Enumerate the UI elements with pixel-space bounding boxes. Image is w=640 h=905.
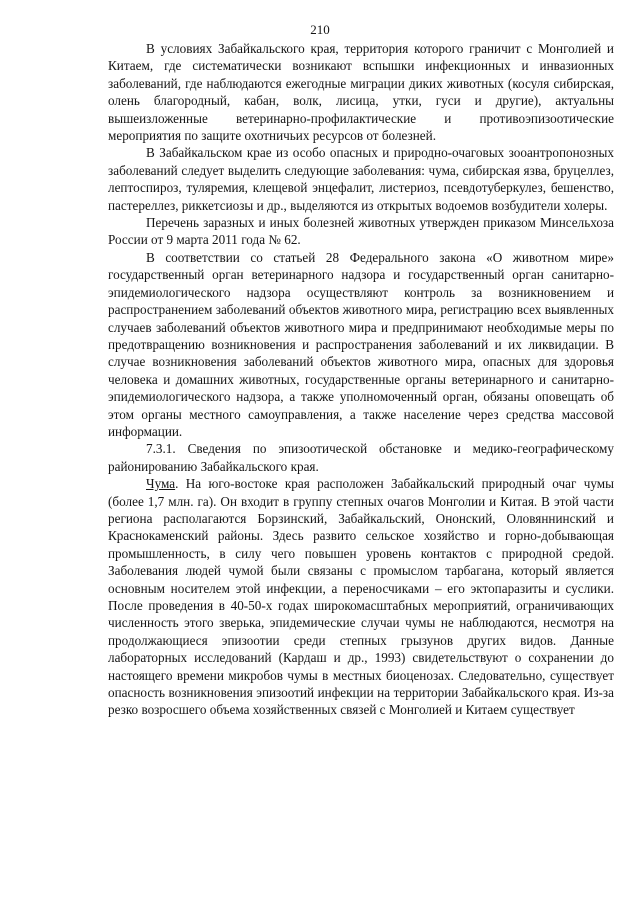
plague-term: Чума (146, 476, 176, 492)
paragraph-zabaikalsky-conditions: В условиях Забайкальского края, территория которого граничит с Монголией и Китаем, где систематически возникают вспышки инфекционных и инвазионных заболеваний, где наблюдаются ежегодные миграции диких животных (косуля сибирская, олень благородный, кабан, волк, лисица, утки, гуси и другие), актуальны вышеизложенные ветеринарно-профилактические и противоэпизоотические мероприятия по защите охотничьих ресурсов от болезней. (108, 41, 614, 144)
paragraph-plague (108, 475, 614, 719)
section-heading-7-3-1: 7.3.1. Сведения по эпизоотической обстановке и медико-географическому районированию Забайкальского края. (108, 441, 614, 474)
page-number: 210 (310, 22, 330, 37)
plague-text: . На юго-востоке края расположен Забайкальский природный очаг чумы (более 1,7 млн. га). Он входит в группу степных очагов Монголии и Китая. В этой части региона располагаются Борзинский, Забайкальский, Ононский, Оловяннинский и Краснокаменский районы. Здесь развито сельское хозяйство и горно-добывающая промышленность, в силу чего повышен уровень контактов с природной средой. Заболевания людей чумой были связаны с промыслом тарбагана, который является основным носителем этой инфекции, а переносчиками – его эктопаразиты и суслики. После проведения в 40-50-х годах широкомасштабных мероприятий, ограничивающих численность этого зверька, эпидемические случаи чумы не наблюдаются, несмотря на продолжающиеся эпизоотии среди степных грызунов других видов. Данные лабораторных исследований (Кардаш и др., 1993) свидетельствуют о сохранении до настоящего времени микробов чумы в местных биоценозах. Следовательно, существует опасность возникновения эпизоотий инфекции на территории Забайкальского края. Из-за резко возросшего объема хозяйственных связей с Монголией и Китаем существует (108, 476, 614, 718)
body-text (108, 40, 614, 719)
paragraph-dangerous-diseases: В Забайкальском крае из особо опасных и природно-очаговых зооантропонозных заболеваний следует выделить следующие заболевания: чума, сибирская язва, бруцеллез, лептоспироз, туляремия, клещевой энцефалит, листериоз, псевдотуберкулез, бешенство, пастереллез, риккетсиозы и др., выделяются из открытых водоемов возбудители холеры. (108, 145, 614, 213)
paragraph-disease-list-order: Перечень заразных и иных болезней животных утвержден приказом Минсельхоза России от 9 марта 2011 года № 62. (108, 215, 614, 248)
paragraph-federal-law: В соответствии со статьей 28 Федерального закона «О животном мире» государственный орган ветеринарного надзора и государственный орган санитарно-эпидемиологического надзора осуществляют контроль за возникновением и распространением заболеваний объектов животного мира, регистрацию всех выявленных случаев заболеваний объектов животного мира и предпринимают необходимые меры по предотвращению возникновения и распространения заболеваний и их ликвидации. В случае возникновения заболеваний объектов животного мира, опасных для здоровья человека и домашних животных, государственные органы ветеринарного и санитарно-эпидемиологического надзора, а также уполномоченный орган, обязаны оповещать об этом органы местного самоуправления, а также население через средства массовой информации. (108, 249, 614, 439)
